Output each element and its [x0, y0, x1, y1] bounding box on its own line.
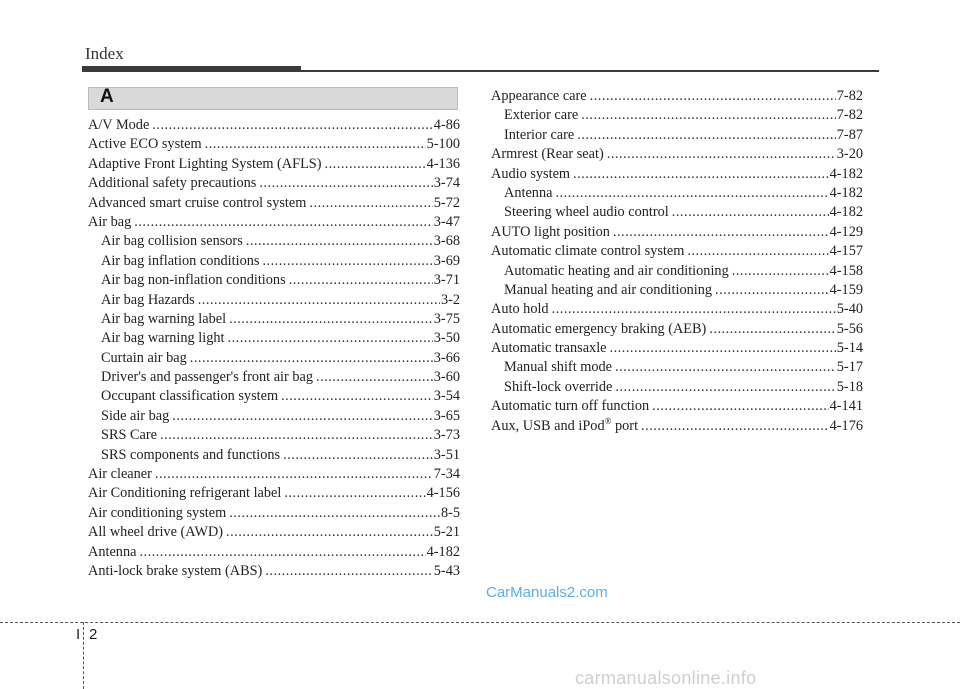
index-entry — [491, 242, 863, 261]
index-subentry — [88, 349, 460, 368]
dot-leader — [652, 397, 828, 416]
entry-label: Automatic emergency braking (AEB) — [491, 320, 707, 337]
entry-page: 3-50 — [433, 330, 460, 347]
entry-label: Air conditioning system — [88, 504, 227, 521]
entry-page: 5-14 — [836, 340, 863, 357]
entry-page: 5-17 — [836, 359, 863, 376]
entry-page: 3-47 — [433, 213, 460, 230]
index-entry — [88, 484, 460, 503]
dot-leader — [262, 252, 432, 271]
watermark-center[interactable]: CarManuals2.com — [486, 584, 608, 601]
section-header-bar — [88, 87, 458, 110]
dot-leader — [615, 378, 835, 397]
dot-leader — [160, 426, 433, 445]
entry-label: Air cleaner — [88, 466, 152, 483]
dot-leader — [613, 223, 829, 242]
entry-label: Interior care — [504, 126, 575, 143]
entry-page: 4-176 — [829, 417, 863, 434]
index-subentry — [88, 310, 460, 329]
index-subentry — [88, 291, 460, 310]
entry-label: Air bag collision sensors — [101, 233, 243, 250]
index-subentry — [88, 407, 460, 426]
page-title: Index — [85, 44, 124, 63]
dot-leader — [590, 87, 836, 106]
dot-leader — [289, 271, 433, 290]
dot-leader — [610, 339, 836, 358]
index-subentry — [491, 281, 863, 300]
entry-label: Manual shift mode — [504, 359, 613, 376]
entry-label: A/V Mode — [88, 117, 150, 133]
entry-page: 4-136 — [426, 155, 460, 172]
entry-page: 3-51 — [433, 446, 460, 463]
entry-page: 3-66 — [433, 349, 460, 366]
index-column-right — [491, 87, 863, 436]
dot-leader — [259, 174, 432, 193]
watermark-bottom[interactable]: carmanualsonline.info — [575, 668, 757, 688]
entry-label: Adaptive Front Lighting System (AFLS) — [88, 155, 322, 172]
dot-leader — [152, 116, 432, 135]
entry-label: Curtain air bag — [101, 349, 187, 366]
entry-page: 3-68 — [433, 233, 460, 250]
entry-page: 5-21 — [433, 524, 460, 541]
index-subentry — [88, 368, 460, 387]
dot-leader — [316, 368, 433, 387]
entry-label: Air bag non-inflation conditions — [101, 272, 286, 289]
dot-leader — [672, 203, 829, 222]
footer-dashed-line — [0, 622, 960, 623]
entry-page: 7-34 — [433, 466, 460, 483]
entry-page: 3-73 — [433, 427, 460, 444]
dot-leader — [229, 504, 440, 523]
index-entry — [88, 174, 460, 193]
entry-label: Additional safety precautions — [88, 175, 257, 192]
entry-label: Air bag warning light — [101, 330, 225, 347]
entry-label: Aux, USB and iPod® port — [491, 415, 639, 434]
entry-page: 5-43 — [433, 562, 460, 579]
dot-leader — [715, 281, 829, 300]
entry-page: 4-157 — [829, 243, 863, 260]
index-column-left — [88, 116, 460, 581]
entry-label: Automatic transaxle — [491, 340, 607, 357]
entry-page: 3-2 — [440, 291, 460, 308]
entry-page: 3-75 — [433, 310, 460, 327]
dot-leader — [687, 242, 828, 261]
entry-page: 8-5 — [440, 504, 460, 521]
index-subentry — [88, 271, 460, 290]
index-subentry — [491, 184, 863, 203]
entry-page: 4-129 — [829, 223, 863, 240]
entry-page: 3-20 — [836, 146, 863, 163]
entry-page: 7-87 — [836, 126, 863, 143]
entry-page: 5-100 — [426, 136, 460, 153]
entry-label: All wheel drive (AWD) — [88, 524, 224, 541]
dot-leader — [281, 387, 433, 406]
index-entry — [88, 135, 460, 154]
index-entry — [491, 165, 863, 184]
entry-label: Air bag inflation conditions — [101, 252, 260, 269]
entry-label: Appearance care — [491, 88, 587, 104]
entry-page: 4-159 — [829, 281, 863, 298]
entry-label: Air Conditioning refrigerant label — [88, 485, 282, 502]
dot-leader — [573, 165, 829, 184]
entry-label: AUTO light position — [491, 223, 610, 240]
index-entry — [491, 300, 863, 319]
index-entry — [491, 339, 863, 358]
index-subentry — [88, 232, 460, 251]
entry-page: 3-54 — [433, 388, 460, 405]
index-entry — [88, 155, 460, 174]
dot-leader — [226, 523, 433, 542]
entry-page: 7-82 — [836, 88, 863, 104]
dot-leader — [172, 407, 432, 426]
entry-label: SRS Care — [101, 427, 158, 444]
index-entry — [88, 543, 460, 562]
index-entry — [491, 320, 863, 339]
dot-leader — [607, 145, 836, 164]
dot-leader — [139, 543, 425, 562]
entry-page: 4-182 — [829, 165, 863, 182]
entry-label: Auto hold — [491, 301, 549, 318]
footer-divider — [83, 622, 84, 689]
entry-page: 4-158 — [829, 262, 863, 279]
dot-leader — [155, 465, 433, 484]
index-subentry — [491, 106, 863, 125]
entry-page: 3-69 — [433, 252, 460, 269]
dot-leader — [615, 358, 836, 377]
entry-label: Automatic climate control system — [491, 243, 685, 260]
dot-leader — [641, 417, 829, 436]
entry-label: Air bag warning label — [101, 310, 227, 327]
entry-label: Advanced smart cruise control system — [88, 194, 307, 211]
index-subentry — [491, 358, 863, 377]
dot-leader — [309, 194, 432, 213]
entry-page: 3-65 — [433, 407, 460, 424]
entry-label: Steering wheel audio control — [504, 204, 669, 221]
index-entry — [88, 116, 460, 135]
index-entry — [491, 417, 863, 436]
entry-page: 4-182 — [829, 184, 863, 201]
index-entry — [491, 87, 863, 106]
entry-page: 4-156 — [426, 485, 460, 502]
entry-label: Antenna — [504, 184, 553, 201]
entry-page: 4-141 — [829, 398, 863, 415]
dot-leader — [246, 232, 433, 251]
dot-leader — [229, 310, 433, 329]
index-subentry — [491, 126, 863, 145]
index-entry — [88, 194, 460, 213]
section-letter: A — [100, 86, 114, 107]
entry-label: Armrest (Rear seat) — [491, 146, 604, 163]
header-rule-thin — [301, 70, 879, 72]
index-entry — [88, 213, 460, 232]
entry-page: 4-86 — [433, 117, 460, 133]
entry-page: 3-60 — [433, 369, 460, 386]
dot-leader — [190, 349, 433, 368]
entry-label: Automatic turn off function — [491, 398, 650, 415]
entry-page: 4-182 — [426, 543, 460, 560]
footer-page-number: 2 — [89, 626, 98, 643]
index-entry — [491, 397, 863, 416]
entry-page: 3-71 — [433, 272, 460, 289]
dot-leader — [555, 184, 828, 203]
index-subentry — [88, 387, 460, 406]
entry-page: 4-182 — [829, 204, 863, 221]
index-subentry — [491, 378, 863, 397]
index-entry — [88, 465, 460, 484]
entry-label: Shift-lock override — [504, 378, 613, 395]
index-subentry — [491, 262, 863, 281]
dot-leader — [552, 300, 836, 319]
index-subentry — [88, 329, 460, 348]
entry-page: 5-40 — [836, 301, 863, 318]
index-subentry — [88, 426, 460, 445]
index-entry — [491, 145, 863, 164]
entry-label: SRS components and functions — [101, 446, 281, 463]
entry-label: Antenna — [88, 543, 137, 560]
index-subentry — [88, 252, 460, 271]
dot-leader — [577, 126, 836, 145]
entry-page: 3-74 — [433, 175, 460, 192]
index-subentry — [88, 446, 460, 465]
index-entry — [88, 562, 460, 581]
dot-leader — [284, 484, 425, 503]
dot-leader — [228, 329, 433, 348]
dot-leader — [732, 262, 829, 281]
index-subentry — [491, 203, 863, 222]
index-entry — [88, 504, 460, 523]
footer-section-letter: I — [76, 626, 81, 643]
entry-label: Driver's and passenger's front air bag — [101, 369, 313, 386]
dot-leader — [265, 562, 432, 581]
dot-leader — [198, 291, 440, 310]
entry-label: Audio system — [491, 165, 571, 182]
entry-label: Active ECO system — [88, 136, 202, 153]
dot-leader — [205, 135, 426, 154]
entry-label: Exterior care — [504, 107, 579, 124]
dot-leader — [709, 320, 835, 339]
entry-label: Manual heating and air conditioning — [504, 281, 713, 298]
entry-page: 5-56 — [836, 320, 863, 337]
entry-page: 5-18 — [836, 378, 863, 395]
dot-leader — [283, 446, 433, 465]
entry-label: Side air bag — [101, 407, 170, 424]
dot-leader — [325, 155, 426, 174]
entry-label: Anti-lock brake system (ABS) — [88, 562, 263, 579]
index-entry — [491, 223, 863, 242]
dot-leader — [134, 213, 433, 232]
entry-label: Automatic heating and air conditioning — [504, 262, 729, 279]
entry-label: Air bag — [88, 213, 132, 230]
entry-label: Air bag Hazards — [101, 291, 195, 308]
registered-mark: ® — [604, 415, 612, 426]
entry-page: 5-72 — [433, 194, 460, 211]
entry-page: 7-82 — [836, 107, 863, 124]
dot-leader — [581, 106, 836, 125]
header-rule-thick — [82, 66, 301, 72]
entry-label: Occupant classification system — [101, 388, 279, 405]
index-entry — [88, 523, 460, 542]
